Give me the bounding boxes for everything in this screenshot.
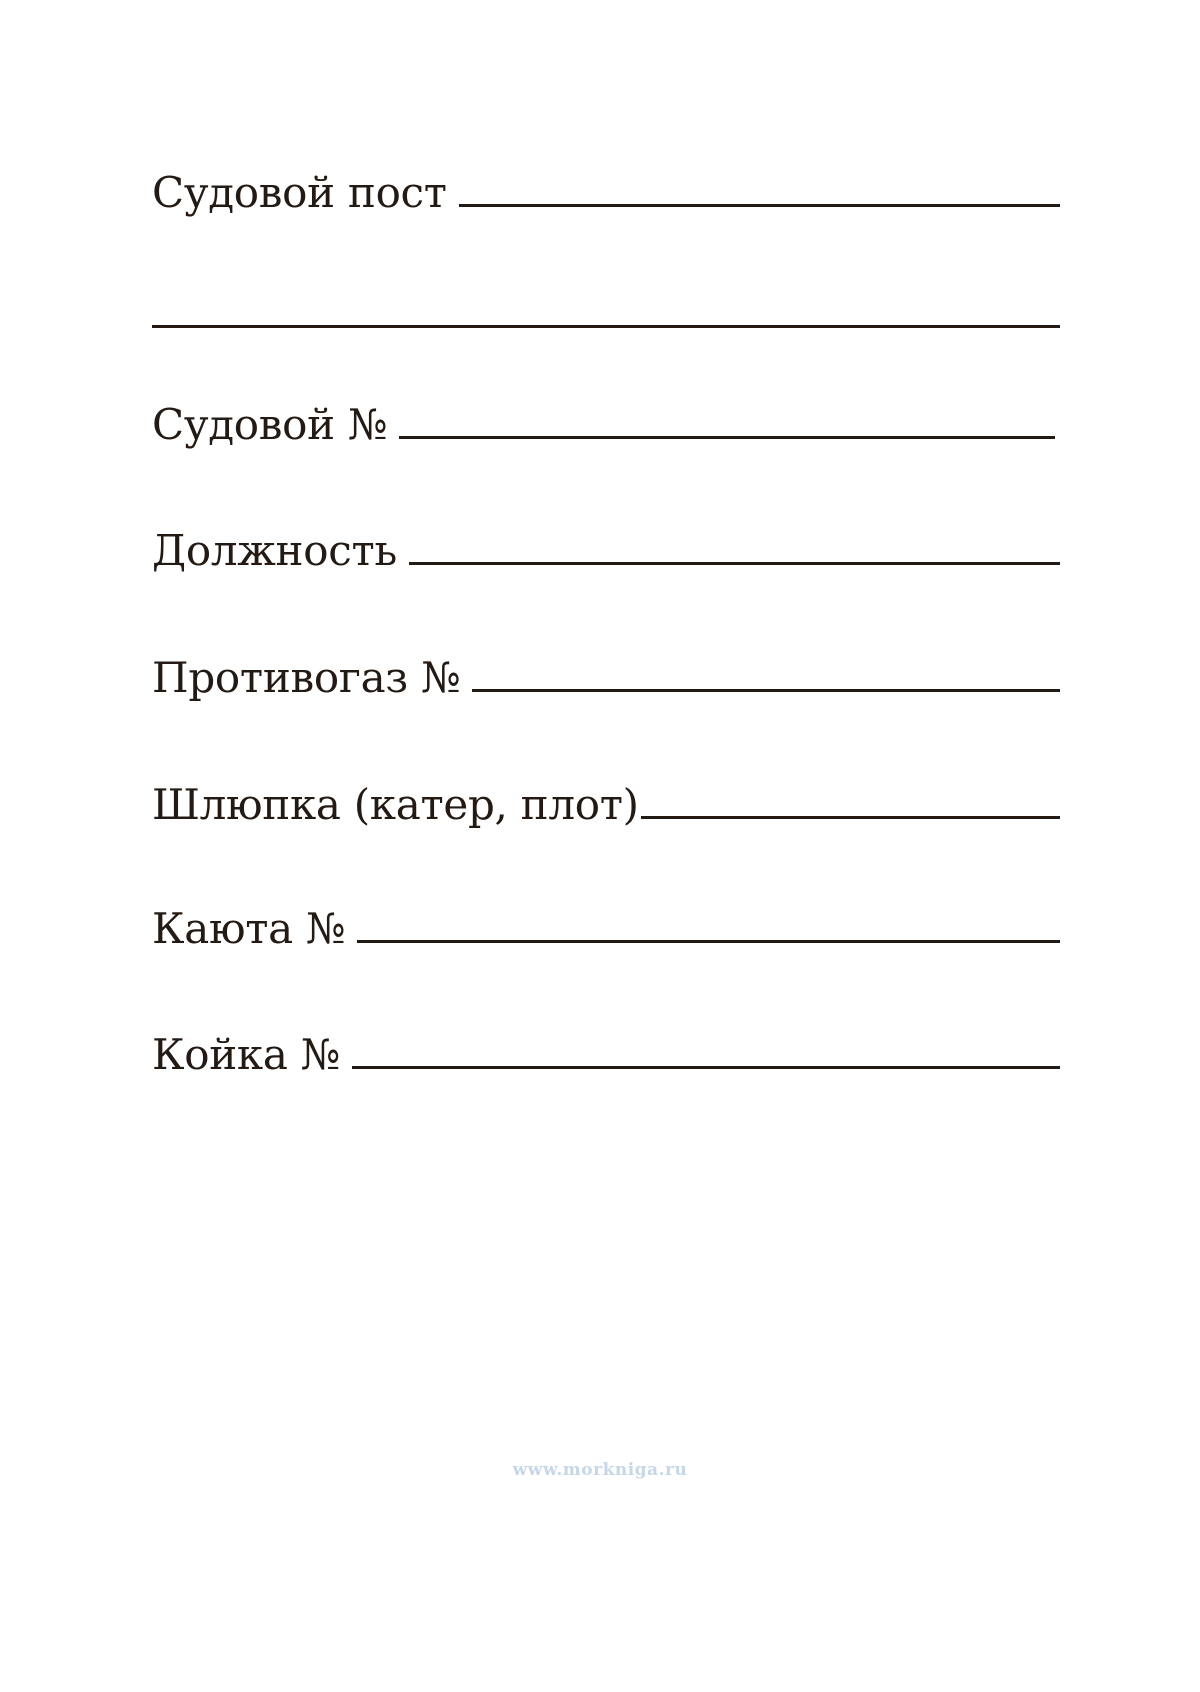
fill-in-line <box>472 659 1060 692</box>
field-label: Шлюпка (катер, плот) <box>152 780 639 829</box>
field-berth-number <box>152 1030 1060 1079</box>
field-label: Судовой пост <box>152 168 447 217</box>
field-cabin-number <box>152 904 1060 953</box>
field-label: Койка № <box>152 1030 341 1079</box>
field-lifeboat <box>152 780 1060 829</box>
field-position <box>152 526 1060 575</box>
fill-in-line <box>399 406 1055 439</box>
fill-in-line <box>641 786 1060 819</box>
field-ship-post <box>152 168 1060 217</box>
field-ship-number <box>152 400 1055 449</box>
field-label: Каюта № <box>152 904 346 953</box>
field-label: Должность <box>152 526 397 575</box>
fill-in-line <box>357 910 1060 943</box>
field-label: Противогаз № <box>152 653 461 702</box>
fill-in-line <box>409 532 1060 565</box>
fill-in-line <box>352 1036 1060 1069</box>
fill-in-line <box>459 174 1060 207</box>
field-gas-mask-number <box>152 653 1060 702</box>
field-ship-post-continuation <box>152 295 1060 328</box>
watermark-url: www.morkniga.ru <box>512 1460 688 1480</box>
fill-in-line <box>152 295 1060 328</box>
field-label: Судовой № <box>152 400 388 449</box>
